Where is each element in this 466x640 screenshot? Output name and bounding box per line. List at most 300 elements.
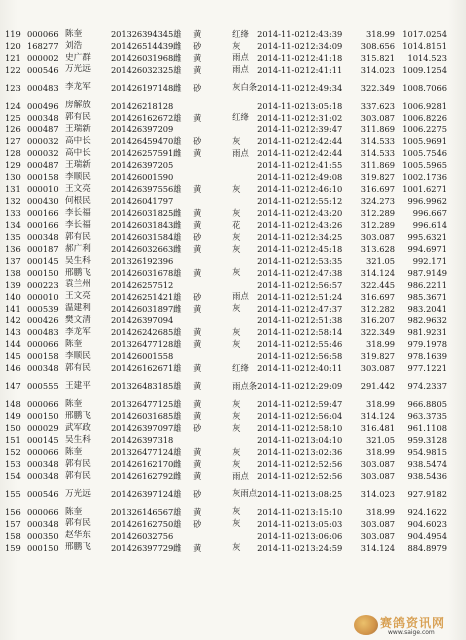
date-cell: 2014-11-02: [257, 124, 305, 135]
arrival-time-cell: 12:42:44: [305, 148, 343, 159]
band-number-cell: 201426162671: [111, 363, 174, 374]
feather-cell: 灰: [232, 327, 241, 338]
eye-cell: [213, 207, 232, 219]
ring-number-cell: 000150: [27, 267, 59, 278]
table-row: [5, 100, 447, 112]
race-results-table: [5, 28, 447, 554]
feather-cell: [232, 171, 257, 183]
arrival-time-cell: 12:39:47: [305, 124, 343, 135]
color-cell: 黄: [193, 303, 202, 314]
eye-cell: [213, 136, 232, 148]
date-cell: 2014-11-02: [257, 219, 305, 230]
date-cell: 2014-11-02: [257, 458, 305, 469]
ring-number-cell: 000348: [27, 231, 59, 242]
rank-cell: 134: [5, 219, 21, 230]
ring-number-cell: 000066: [27, 28, 59, 39]
distance-cell: 315.821: [360, 52, 396, 63]
speed-cell: 1014.523: [407, 52, 448, 63]
table-row: [5, 112, 447, 124]
arrival-time-cell: 12:29:09: [305, 381, 343, 392]
table-row: [5, 243, 447, 255]
ring-number-cell: 000066: [27, 399, 59, 410]
band-number-cell: 201426162672: [111, 112, 174, 123]
speed-cell: 1005.9691: [402, 136, 448, 147]
band-number-cell: 201326477128: [111, 339, 174, 350]
feather-cell: [232, 100, 257, 112]
owner-name-cell: 邢鹏飞: [65, 542, 91, 553]
owner-name-cell: 陈奎: [65, 506, 83, 517]
date-cell: 2014-11-02: [257, 351, 305, 362]
sex-cell: 雌: [173, 542, 182, 553]
rank-cell: 130: [5, 172, 21, 183]
color-cell: 黄: [193, 339, 202, 350]
eye-cell: [213, 100, 232, 112]
owner-name-cell: 郭有民: [65, 231, 91, 242]
table-row: [5, 40, 447, 52]
arrival-time-cell: 12:47:38: [305, 267, 343, 278]
table-row: [5, 482, 447, 506]
feather-cell: 雨点条: [232, 380, 258, 391]
distance-cell: 291.442: [360, 381, 396, 392]
distance-cell: 314.533: [360, 148, 396, 159]
speed-cell: 986.2211: [407, 279, 448, 290]
band-number-cell: 201326394345: [111, 28, 174, 39]
date-cell: 2014-11-02: [257, 506, 305, 517]
color-cell: 黄: [193, 506, 202, 517]
sex-cell: 雌: [173, 40, 182, 51]
distance-cell: 303.087: [360, 530, 396, 541]
arrival-time-cell: 13:06:06: [305, 530, 343, 541]
color-cell: 黄: [193, 184, 202, 195]
speed-cell: 981.9231: [407, 327, 448, 338]
sex-cell: 雄: [173, 339, 182, 350]
sex-cell: [173, 350, 193, 362]
speed-cell: 978.1639: [407, 351, 448, 362]
feather-cell: 灰白条: [232, 82, 258, 93]
owner-name-cell: 武军政: [65, 422, 91, 433]
arrival-time-cell: 12:51:24: [305, 291, 343, 302]
color-cell: [193, 434, 213, 446]
distance-cell: 324.273: [360, 196, 396, 207]
feather-cell: 灰: [232, 267, 241, 278]
rank-cell: 143: [5, 327, 21, 338]
distance-cell: 308.656: [360, 40, 396, 51]
speed-cell: 985.3671: [407, 291, 448, 302]
eye-cell: [213, 303, 232, 315]
date-cell: 2014-11-02: [257, 470, 305, 481]
color-cell: [193, 350, 213, 362]
date-cell: 2014-11-02: [257, 100, 305, 111]
rank-cell: 137: [5, 255, 21, 266]
speed-cell: 1017.0254: [402, 28, 448, 39]
band-number-cell: 201426459470: [111, 136, 174, 147]
arrival-time-cell: 12:45:18: [305, 243, 343, 254]
table-row: [5, 470, 447, 482]
rank-cell: 158: [5, 530, 21, 541]
distance-cell: 322.349: [360, 327, 396, 338]
speed-cell: 904.4954: [407, 530, 448, 541]
feather-cell: 灰雨点: [232, 488, 258, 499]
owner-name-cell: 王瑞新: [65, 124, 91, 135]
sex-cell: 雄: [173, 446, 182, 457]
rank-cell: 132: [5, 196, 21, 207]
feather-cell: 灰: [232, 231, 241, 242]
arrival-time-cell: 13:04:10: [305, 434, 343, 445]
table-row: [5, 76, 447, 100]
distance-cell: 316.697: [360, 184, 396, 195]
eye-cell: [213, 339, 232, 351]
eye-cell: [213, 267, 232, 279]
color-cell: 黄: [193, 470, 202, 481]
date-cell: 2014-11-02: [257, 434, 305, 445]
eye-cell: [213, 410, 232, 422]
table-row: [5, 374, 447, 398]
eye-cell: [213, 243, 232, 255]
table-row: [5, 195, 447, 207]
band-number-cell: 201426162792: [111, 470, 174, 481]
ring-number-cell: 000002: [27, 52, 59, 63]
speed-cell: 1006.2275: [402, 124, 448, 135]
rank-cell: 145: [5, 351, 21, 362]
feather-cell: 灰: [232, 183, 241, 194]
table-row: [5, 350, 447, 362]
arrival-time-cell: 12:42:44: [305, 136, 343, 147]
owner-name-cell: 邢鹏飞: [65, 410, 91, 421]
feather-cell: 红绛: [232, 112, 249, 123]
feather-cell: [232, 195, 257, 207]
color-cell: 砂: [193, 488, 202, 499]
rank-cell: 123: [5, 82, 21, 93]
watermark-url: www.saige.com: [388, 629, 435, 636]
distance-cell: 319.827: [360, 172, 396, 183]
band-number-cell: 201426514439: [111, 40, 174, 51]
eye-cell: [213, 28, 232, 40]
color-cell: 黄: [193, 52, 202, 63]
sex-cell: 雌: [173, 52, 182, 63]
feather-cell: 灰: [232, 446, 241, 457]
ring-number-cell: 168277: [27, 40, 59, 51]
rank-cell: 152: [5, 446, 21, 457]
eye-cell: [213, 52, 232, 64]
speed-cell: 961.1108: [407, 423, 448, 433]
table-row: [5, 124, 447, 136]
date-cell: 2014-11-02: [257, 40, 305, 51]
eye-cell: [213, 148, 232, 160]
speed-cell: 979.1978: [407, 339, 448, 350]
band-number-cell: 201426031897: [111, 303, 174, 314]
speed-cell: 954.9815: [407, 446, 448, 457]
sex-cell: 雌: [173, 303, 182, 314]
feather-cell: 灰: [232, 339, 241, 350]
eye-cell: [213, 64, 232, 76]
band-number-cell: 201426257591: [111, 148, 174, 159]
rank-cell: 122: [5, 64, 21, 75]
arrival-time-cell: 13:05:18: [305, 100, 343, 111]
band-number-cell: 201426218128: [111, 100, 174, 111]
distance-cell: 303.087: [360, 231, 396, 242]
speed-cell: 977.1221: [407, 363, 448, 374]
speed-cell: 996.667: [412, 208, 448, 218]
owner-name-cell: 郭有民: [65, 458, 91, 469]
ring-number-cell: 000496: [27, 100, 59, 111]
sex-cell: [173, 100, 193, 112]
speed-cell: 1006.8226: [402, 112, 448, 123]
band-number-cell: 201326146567: [111, 506, 174, 517]
distance-cell: 314.023: [360, 488, 396, 499]
ring-number-cell: 000066: [27, 339, 59, 350]
ring-number-cell: 000546: [27, 64, 59, 75]
date-cell: 2014-11-02: [257, 172, 305, 183]
feather-cell: 灰: [232, 410, 241, 421]
ring-number-cell: 000430: [27, 196, 59, 207]
ring-number-cell: 000487: [27, 160, 59, 171]
arrival-time-cell: 12:49:34: [305, 82, 343, 93]
table-row: [5, 171, 447, 183]
band-number-cell: 201426041797: [111, 196, 174, 207]
sex-cell: 雄: [173, 423, 182, 433]
sex-cell: 雄: [173, 381, 182, 392]
sex-cell: 雄: [173, 399, 182, 410]
owner-name-cell: 万光远: [65, 488, 91, 499]
owner-name-cell: 王瑞新: [65, 160, 91, 171]
eye-cell: [213, 422, 232, 434]
rank-cell: 126: [5, 124, 21, 135]
owner-name-cell: 高中长: [65, 148, 91, 159]
owner-name-cell: 陈奎: [65, 339, 83, 350]
band-number-cell: 201326477125: [111, 399, 174, 410]
distance-cell: 337.623: [360, 100, 396, 111]
eye-cell: [213, 434, 232, 446]
speed-cell: 992.171: [412, 255, 448, 266]
distance-cell: 312.289: [360, 208, 396, 218]
band-number-cell: 201426031584: [111, 231, 174, 242]
arrival-time-cell: 13:24:59: [305, 542, 343, 553]
ring-number-cell: 000348: [27, 363, 59, 374]
owner-name-cell: 郝广利: [65, 243, 91, 254]
owner-name-cell: 郭有民: [65, 470, 91, 481]
owner-name-cell: 刘浩: [65, 40, 83, 51]
color-cell: 黄: [193, 446, 202, 457]
sex-cell: 雌: [173, 219, 182, 230]
band-number-cell: 201426397209: [111, 124, 174, 135]
table-row: [5, 339, 447, 351]
color-cell: 黄: [193, 267, 202, 278]
owner-name-cell: 李龙军: [65, 327, 91, 338]
owner-name-cell: 史广群: [65, 52, 91, 63]
arrival-time-cell: 12:43:39: [305, 28, 343, 39]
distance-cell: 313.628: [360, 243, 396, 254]
ring-number-cell: 000348: [27, 112, 59, 123]
band-number-cell: 201326192396: [111, 255, 174, 266]
table-row: [5, 148, 447, 160]
eye-cell: [213, 76, 232, 100]
color-cell: [193, 530, 213, 542]
speed-cell: 1008.7066: [402, 82, 448, 93]
table-row: [5, 136, 447, 148]
date-cell: 2014-11-02: [257, 488, 305, 499]
feather-cell: 红绛: [232, 362, 249, 373]
owner-name-cell: 陈奎: [65, 398, 83, 409]
table-row: [5, 518, 447, 530]
sex-cell: 雌: [173, 458, 182, 469]
rank-cell: 135: [5, 231, 21, 242]
feather-cell: 灰: [232, 458, 241, 469]
eye-cell: [213, 124, 232, 136]
table-row: [5, 279, 447, 291]
ring-number-cell: 000145: [27, 434, 59, 445]
eye-cell: [213, 374, 232, 398]
date-cell: 2014-11-02: [257, 160, 305, 171]
date-cell: 2014-11-02: [257, 243, 305, 254]
feather-cell: 红绛: [232, 28, 249, 39]
rank-cell: 138: [5, 267, 21, 278]
distance-cell: 318.99: [366, 339, 396, 350]
band-number-cell: 201426001558: [111, 351, 174, 362]
owner-name-cell: 陈奎: [65, 446, 83, 457]
distance-cell: 303.087: [360, 518, 396, 529]
color-cell: 砂: [193, 40, 202, 51]
rank-cell: 144: [5, 339, 21, 350]
watermark: [354, 612, 462, 638]
rank-cell: 154: [5, 470, 21, 481]
rank-cell: 140: [5, 291, 21, 302]
feather-cell: 灰: [232, 506, 241, 517]
table-row: [5, 183, 447, 195]
eye-cell: [213, 219, 232, 231]
eye-cell: [213, 506, 232, 518]
color-cell: 黄: [193, 542, 202, 553]
distance-cell: 314.124: [360, 267, 396, 278]
arrival-time-cell: 12:47:37: [305, 303, 343, 314]
speed-cell: 974.2337: [407, 381, 448, 392]
speed-cell: 938.5474: [407, 458, 448, 469]
date-cell: 2014-11-02: [257, 381, 305, 392]
feather-cell: [232, 434, 257, 446]
sex-cell: 雄: [173, 363, 182, 374]
sex-cell: [173, 195, 193, 207]
band-number-cell: 201426397556: [111, 184, 174, 195]
owner-name-cell: 王建平: [65, 381, 91, 392]
speed-cell: 959.3128: [407, 434, 448, 445]
sex-cell: [173, 124, 193, 136]
distance-cell: 314.124: [360, 542, 396, 553]
date-cell: 2014-11-02: [257, 423, 305, 433]
table-row: [5, 410, 447, 422]
rank-cell: 151: [5, 434, 21, 445]
speed-cell: 996.614: [412, 219, 448, 230]
date-cell: 2014-11-02: [257, 148, 305, 159]
rank-cell: 127: [5, 136, 21, 147]
distance-cell: 316.207: [360, 315, 396, 326]
sex-cell: 雄: [173, 518, 182, 529]
distance-cell: 316.481: [360, 423, 396, 433]
speed-cell: 963.3735: [407, 411, 448, 422]
table-row: [5, 530, 447, 542]
distance-cell: 316.697: [360, 291, 396, 302]
rank-cell: 125: [5, 112, 21, 123]
sex-cell: [173, 255, 193, 267]
feather-cell: 灰: [232, 398, 241, 409]
rank-cell: 142: [5, 315, 21, 326]
speed-cell: 884.8979: [407, 542, 448, 553]
band-number-cell: 201426031843: [111, 219, 174, 230]
ring-number-cell: 000348: [27, 458, 59, 469]
distance-cell: 312.289: [360, 219, 396, 230]
sex-cell: 雄: [173, 28, 182, 39]
eye-cell: [213, 518, 232, 530]
distance-cell: 311.869: [360, 124, 396, 135]
sex-cell: 雄: [173, 136, 182, 147]
arrival-time-cell: 12:31:02: [305, 112, 343, 123]
eye-cell: [213, 112, 232, 124]
band-number-cell: 201426397205: [111, 160, 174, 171]
sex-cell: 雄: [173, 411, 182, 422]
distance-cell: 303.087: [360, 363, 396, 374]
ring-number-cell: 000010: [27, 291, 59, 302]
table-row: [5, 267, 447, 279]
eye-cell: [213, 279, 232, 291]
ring-number-cell: 000166: [27, 208, 59, 218]
speed-cell: 966.8805: [407, 399, 448, 410]
feather-cell: 雨点: [232, 470, 249, 481]
band-number-cell: 201426031685: [111, 411, 174, 422]
eye-cell: [213, 195, 232, 207]
rank-cell: 136: [5, 243, 21, 254]
speed-cell: 924.1622: [407, 506, 448, 517]
band-number-cell: 201426032325: [111, 64, 174, 75]
arrival-time-cell: 12:34:25: [305, 231, 343, 242]
eye-cell: [213, 470, 232, 482]
date-cell: 2014-11-02: [257, 208, 305, 218]
color-cell: 黄: [193, 148, 202, 159]
distance-cell: 321.05: [366, 255, 396, 266]
sex-cell: 雌: [173, 148, 182, 159]
arrival-time-cell: 12:41:11: [305, 64, 343, 75]
color-cell: 黄: [193, 208, 202, 218]
ring-number-cell: 000150: [27, 542, 59, 553]
date-cell: 2014-11-02: [257, 303, 305, 314]
rank-cell: 156: [5, 506, 21, 517]
color-cell: 砂: [193, 82, 202, 93]
color-cell: 砂: [193, 136, 202, 147]
eye-cell: [213, 542, 232, 554]
speed-cell: 994.6971: [407, 243, 448, 254]
speed-cell: 938.5436: [407, 470, 448, 481]
speed-cell: 1009.1254: [402, 64, 448, 75]
table-row: [5, 219, 447, 231]
date-cell: 2014-11-02: [257, 411, 305, 422]
date-cell: 2014-11-02: [257, 518, 305, 529]
owner-name-cell: 吴生科: [65, 434, 91, 445]
date-cell: 2014-11-02: [257, 315, 305, 326]
speed-cell: 1005.7546: [402, 148, 448, 159]
feather-cell: [232, 279, 257, 291]
rank-cell: 155: [5, 488, 21, 499]
feather-cell: [232, 315, 257, 327]
date-cell: 2014-11-02: [257, 279, 305, 290]
feather-cell: [232, 124, 257, 136]
date-cell: 2014-11-02: [257, 64, 305, 75]
arrival-time-cell: 12:43:20: [305, 208, 343, 218]
arrival-time-cell: 12:41:55: [305, 160, 343, 171]
color-cell: 黄: [193, 64, 202, 75]
rank-cell: 129: [5, 160, 21, 171]
date-cell: 2014-11-02: [257, 136, 305, 147]
table-row: [5, 52, 447, 64]
color-cell: [193, 279, 213, 291]
table-row: [5, 506, 447, 518]
arrival-time-cell: 12:40:11: [305, 363, 343, 374]
